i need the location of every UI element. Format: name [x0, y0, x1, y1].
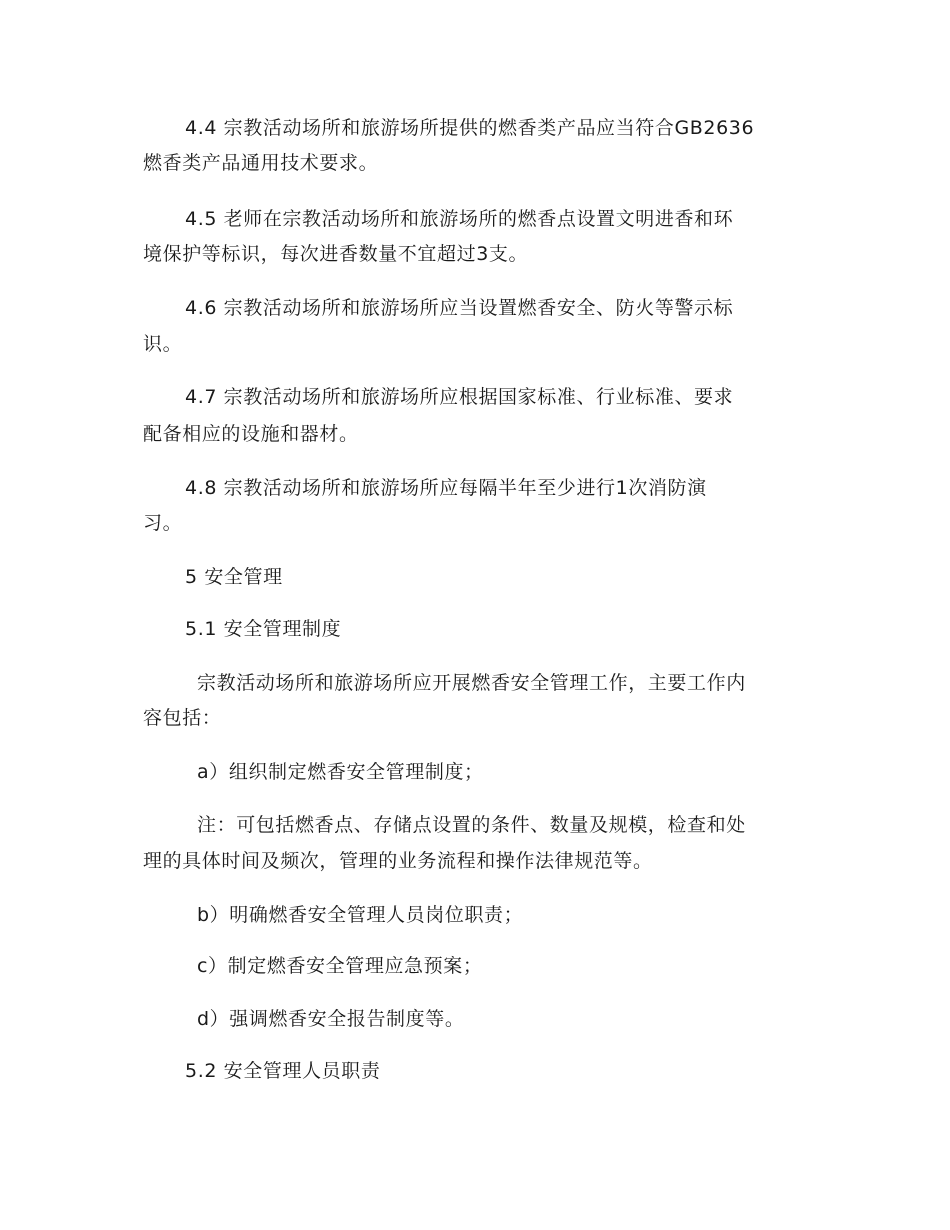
- paragraph-4-7-line-1: 4.7 宗教活动场所和旅游场所应根据国家标准、行业标准、要求: [185, 386, 734, 408]
- section-5-1-heading: 5.1 安全管理制度: [185, 618, 342, 640]
- paragraph-4-4-line-1: 4.4 宗教活动场所和旅游场所提供的燃香类产品应当符合GB2636: [185, 117, 755, 139]
- list-item-c: c）制定燃香安全管理应急预案；: [197, 955, 483, 977]
- paragraph-4-8-line-1: 4.8 宗教活动场所和旅游场所应每隔半年至少进行1次消防演: [185, 477, 707, 499]
- paragraph-4-8-line-2: 习。: [143, 512, 183, 534]
- paragraph-4-5-line-2: 境保护等标识，每次进香数量不宜超过3支。: [143, 243, 529, 265]
- list-item-b: b）明确燃香安全管理人员岗位职责；: [197, 904, 524, 926]
- paragraph-4-6-line-2: 识。: [143, 333, 183, 355]
- paragraph-4-6-line-1: 4.6 宗教活动场所和旅游场所应当设置燃香安全、防火等警示标: [185, 297, 734, 319]
- note-line-1: 注：可包括燃香点、存储点设置的条件、数量及规模，检查和处: [197, 814, 746, 836]
- paragraph-4-4-line-2: 燃香类产品通用技术要求。: [143, 152, 379, 174]
- list-item-a: a）组织制定燃香安全管理制度；: [197, 761, 484, 783]
- list-item-d: d）强调燃香安全报告制度等。: [197, 1008, 465, 1030]
- paragraph-4-7-line-2: 配备相应的设施和器材。: [143, 423, 359, 445]
- section-5-2-heading: 5.2 安全管理人员职责: [185, 1060, 381, 1082]
- paragraph-4-5-line-1: 4.5 老师在宗教活动场所和旅游场所的燃香点设置文明进香和环: [185, 208, 734, 230]
- paragraph-5-1-intro-line-1: 宗教活动场所和旅游场所应开展燃香安全管理工作，主要工作内: [197, 672, 746, 694]
- paragraph-5-1-intro-line-2: 容包括：: [143, 707, 222, 729]
- section-5-heading: 5 安全管理: [185, 566, 283, 588]
- note-line-2: 理的具体时间及频次，管理的业务流程和操作法律规范等。: [143, 850, 653, 872]
